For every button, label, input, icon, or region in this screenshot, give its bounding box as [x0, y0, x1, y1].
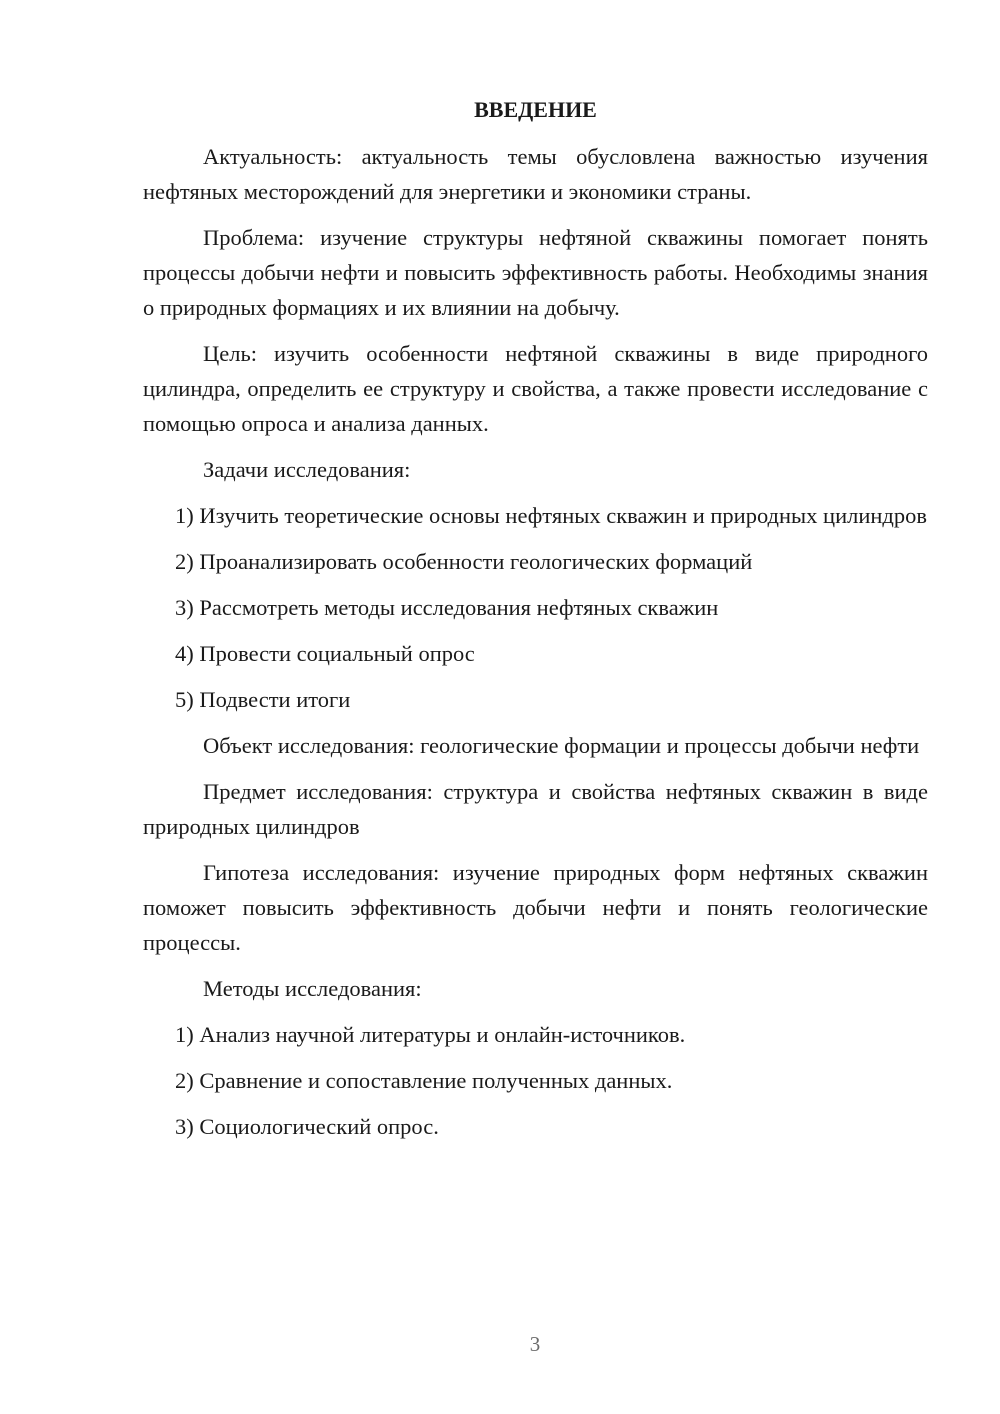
- task-item-4: 4) Провести социальный опрос: [175, 641, 475, 666]
- paragraph-goal: Цель: изучить особенности нефтяной скважины в виде природного цилиндра, определить ее структуру и свойства, а также провести исследование с помощью опроса и анализа данных.: [143, 341, 928, 436]
- method-item-3: 3) Социологический опрос.: [175, 1114, 439, 1139]
- paragraph-hypothesis: Гипотеза исследования: изучение природных форм нефтяных скважин поможет повысить эффективность добычи нефти и понять геологические процессы.: [143, 860, 928, 955]
- task-item-1: 1) Изучить теоретические основы нефтяных скважин и природных цилиндров: [175, 503, 928, 528]
- page-number: 3: [529, 1332, 541, 1356]
- paragraph-object: Объект исследования: геологические формации и процессы добычи нефти: [203, 733, 920, 758]
- paragraph-tasks-heading: Задачи исследования:: [203, 457, 411, 482]
- task-item-5: 5) Подвести итоги: [175, 687, 351, 712]
- paragraph-problem: Проблема: изучение структуры нефтяной скважины помогает понять процессы добычи нефти и повысить эффективность работы. Необходимы знания о природных формациях и их влиянии на добычу.: [143, 225, 928, 320]
- task-item-3: 3) Рассмотреть методы исследования нефтяных скважин: [175, 595, 719, 620]
- paragraph-relevance: Актуальность: актуальность темы обусловлена важностью изучения нефтяных месторождений для энергетики и экономики страны.: [143, 144, 928, 204]
- task-item-2: 2) Проанализировать особенности геологических формаций: [175, 549, 753, 574]
- paragraph-subject: Предмет исследования: структура и свойства нефтяных скважин в виде природных цилиндров: [143, 779, 928, 839]
- method-item-2: 2) Сравнение и сопоставление полученных данных.: [175, 1068, 673, 1093]
- page-content: [143, 92, 928, 1155]
- method-item-1: 1) Анализ научной литературы и онлайн-источников.: [175, 1022, 686, 1047]
- paragraph-methods-heading: Методы исследования:: [203, 976, 422, 1001]
- page-title: ВВЕДЕНИЕ: [474, 97, 597, 122]
